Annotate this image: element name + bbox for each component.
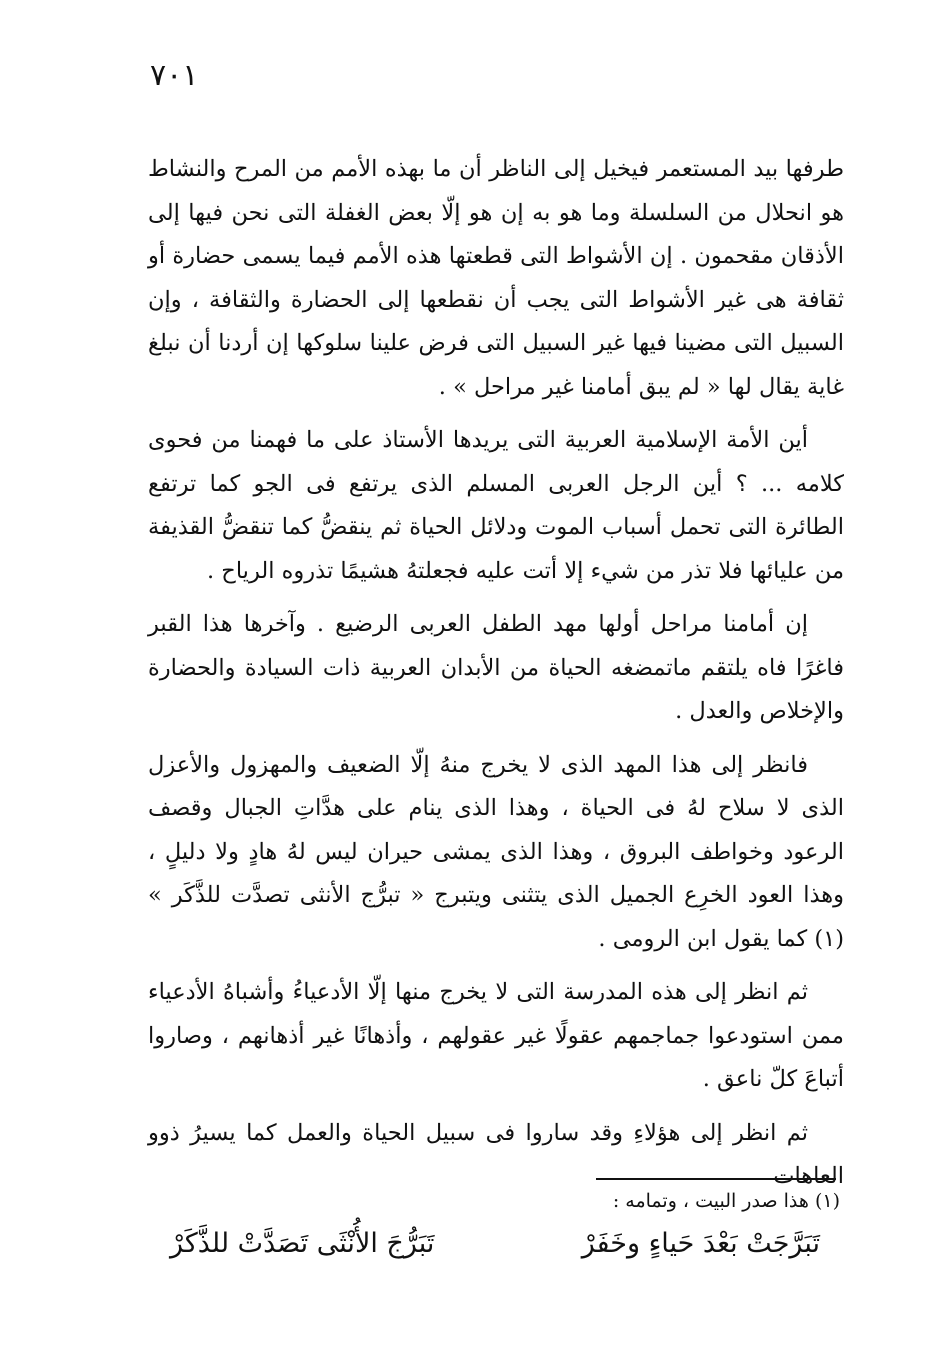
paragraph-1: طرفها بيد المستعمر فيخيل إلى الناظر أن ما بهذه الأمم من المرح والنشاط هو انحلال من السلسلة وما هو به إن هو إلّا بعض الغفلة التى نحن فيها إلى الأذقان مقحمون . إن الأشواط التى قطعتها هذه الأمم فيما يسمى حضارة أو ثقافة هى غير الأشواط التى يجب أن نقطعها إلى الحضارة والثقافة ، وإن السبيل التى مضينا فيها غير السبيل التى فرض علينا سلوكها إن أردنا أن نبلغ غاية يقال لها « لم يبق أمامنا غير مراحل » . [148,156,844,400]
footnote-verse [170,1220,820,1270]
footnote-divider [596,1178,836,1180]
page-number: ٧٠١ [150,58,199,93]
paragraph-5: ثم انظر إلى هذه المدرسة التى لا يخرج منها إلّا الأدعياءُ وأشباهُ الأدعياء ممن استودعوا جماجمهم عقولًا غير عقولهم ، وأذهانًا غير أذهانهم ، وصاروا أتباعَ كلّ ناعق . [148,979,844,1092]
paragraph-2: أين الأمة الإسلامية العربية التى يريدها الأستاذ على ما فهمنا من فحوى كلامه ... ؟ أين الرجل العربى المسلم الذى يرتفع فى الجو كما ترتفع الطائرة التى تحمل أسباب الموت ودلائل الحياة ثم ينقضُّ كما تنقضُّ القذيفة من عليائها فلا تذر من شيء إلا أتت عليه فجعلتهُ هشيمًا تذروه الرياح . [148,427,844,584]
footnote-intro: (١) هذا صدر البيت ، وتمامه : [612,1190,840,1212]
body-text [148,148,844,1209]
paragraph-4: فانظر إلى هذا المهد الذى لا يخرج منهُ إلّا الضعيف والمهزول والأعزل الذى لا سلاح لهُ فى الحياة ، وهذا الذى ينام على هدَّاتِ الجبال وقصف الرعود وخواطف البروق ، وهذا الذى يمشى حيران ليس لهُ هادٍ ولا دليلٍ ، وهذا العود الخرِع الجميل الذى يتثنى ويتبرج « تبرُّج الأنثى تصدَّت للذَّكَر » (١) كما يقول ابن الرومى . [148,751,844,952]
verse-first-hemistich: تَبَرَّجَتْ بَعْدَ حَياءٍ وخَفَرْ [581,1228,820,1259]
paragraph-3: إن أمامنا مراحل أولها مهد الطفل العربى الرضيع . وآخرها هذا القبر فاغرًا فاه يلتقم ماتمضغه الحياة من الأبدان العربية ذات السيادة والحضارة والإخلاص والعدل . [148,611,844,724]
paragraph-6: ثم انظر إلى هؤلاءِ وقد ساروا فى سبيل الحياة والعمل كما يسيرُ ذوو العاهات [148,1119,844,1189]
verse-second-hemistich: تَبَرُّجَ الأُنْثَى تَصَدَّتْ للذَّكَرْ [170,1228,435,1259]
